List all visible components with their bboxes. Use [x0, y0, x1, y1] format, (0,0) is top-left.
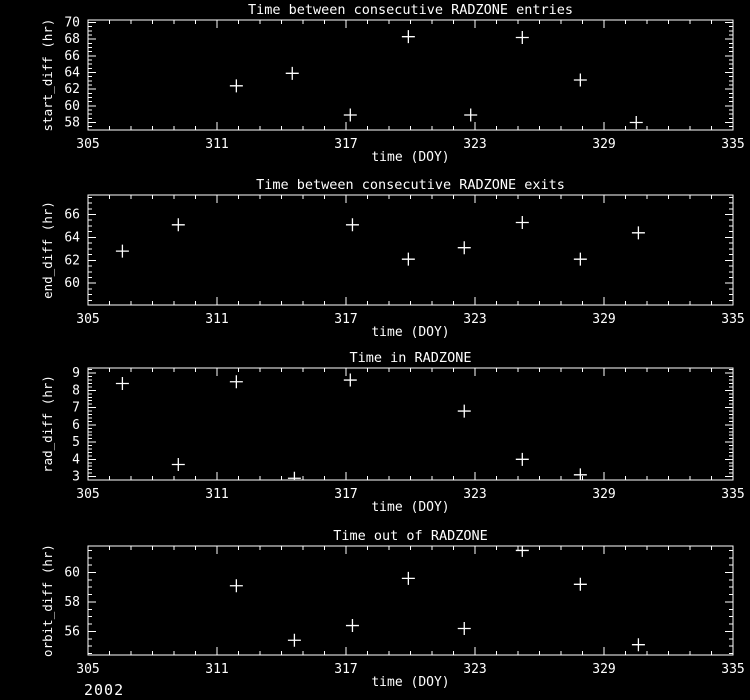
plus-marker: [172, 458, 185, 471]
x-tick-label: 323: [463, 312, 487, 327]
plus-marker: [402, 253, 415, 266]
plus-marker: [574, 578, 587, 591]
plus-marker: [632, 226, 645, 239]
plot-rad-diff-hr: [40, 350, 745, 515]
plot-box: [88, 546, 733, 655]
y-tick-label: 6: [72, 417, 80, 433]
data-points: [230, 30, 643, 129]
y-tick-label: 70: [64, 15, 80, 31]
y-tick-label: 58: [64, 115, 80, 131]
x-tick-label: 311: [205, 487, 229, 502]
x-tick-label: 329: [592, 487, 616, 502]
plus-marker: [630, 116, 643, 129]
plot-orbit-diff-hr: [40, 528, 745, 690]
x-tick-label: 329: [592, 662, 616, 677]
plus-marker: [516, 216, 529, 229]
x-tick-label: 305: [76, 487, 100, 502]
y-tick-label: 62: [64, 253, 80, 269]
plot-title: Time in RADZONE: [349, 350, 472, 366]
plot-box: [88, 195, 733, 305]
plus-marker: [230, 579, 243, 592]
y-tick-label: 8: [72, 383, 80, 399]
plot-start-diff-hr: [40, 2, 745, 165]
y-tick-label: 64: [64, 230, 80, 246]
y-tick-label: 9: [72, 366, 80, 382]
plus-marker: [516, 453, 529, 466]
x-tick-label: 317: [334, 487, 358, 502]
x-tick-label: 329: [592, 137, 616, 152]
x-axis-label: time (DOY): [371, 675, 450, 690]
plus-marker: [288, 634, 301, 647]
plus-marker: [574, 74, 587, 87]
y-tick-label: 60: [64, 98, 80, 114]
plus-marker: [458, 622, 471, 635]
x-tick-label: 329: [592, 312, 616, 327]
plus-marker: [346, 218, 359, 231]
plus-marker: [402, 572, 415, 585]
plus-marker: [230, 79, 243, 92]
y-axis-label: start_diff (hr): [40, 18, 55, 132]
plus-marker: [288, 472, 301, 485]
y-tick-label: 58: [64, 594, 80, 610]
plus-marker: [402, 30, 415, 43]
x-tick-label: 335: [721, 487, 745, 502]
x-tick-label: 323: [463, 487, 487, 502]
x-tick-label: 305: [76, 137, 100, 152]
y-tick-label: 60: [64, 565, 80, 581]
data-points: [116, 216, 645, 266]
x-tick-label: 311: [205, 137, 229, 152]
x-tick-label: 323: [463, 137, 487, 152]
x-tick-label: 305: [76, 312, 100, 327]
x-tick-label: 305: [76, 662, 100, 677]
plus-marker: [230, 375, 243, 388]
plus-marker: [458, 405, 471, 418]
plus-marker: [464, 109, 477, 122]
plus-marker: [346, 619, 359, 632]
y-tick-label: 66: [64, 207, 80, 223]
y-tick-label: 62: [64, 82, 80, 98]
plot-title: Time out of RADZONE: [333, 528, 488, 544]
plus-marker: [632, 638, 645, 651]
plot-title: Time between consecutive RADZONE exits: [256, 177, 565, 193]
x-tick-label: 335: [721, 662, 745, 677]
plus-marker: [286, 67, 299, 80]
year-label: 2002: [84, 681, 125, 699]
plus-marker: [574, 253, 587, 266]
x-tick-label: 317: [334, 662, 358, 677]
plot-end-diff-hr: [40, 177, 745, 340]
y-tick-label: 56: [64, 624, 80, 640]
x-tick-label: 311: [205, 662, 229, 677]
plus-marker: [458, 241, 471, 254]
x-axis-label: time (DOY): [371, 500, 450, 515]
y-axis-label: rad_diff (hr): [40, 375, 55, 473]
x-axis-label: time (DOY): [371, 325, 450, 340]
y-tick-label: 5: [72, 435, 80, 451]
y-axis-label: end_diff (hr): [40, 201, 55, 299]
x-tick-label: 317: [334, 137, 358, 152]
x-tick-label: 335: [721, 312, 745, 327]
x-tick-label: 335: [721, 137, 745, 152]
y-tick-label: 7: [72, 400, 80, 416]
y-tick-label: 4: [72, 452, 80, 468]
plot-box: [88, 368, 733, 480]
plot-title: Time between consecutive RADZONE entries: [247, 2, 574, 18]
plus-marker: [116, 245, 129, 258]
y-tick-label: 68: [64, 32, 80, 48]
x-axis-label: time (DOY): [371, 150, 450, 165]
y-tick-label: 3: [72, 469, 80, 485]
plus-marker: [516, 31, 529, 44]
data-points: [230, 544, 645, 651]
plus-marker: [172, 218, 185, 231]
x-tick-label: 311: [205, 312, 229, 327]
y-axis-label: orbit_diff (hr): [40, 544, 55, 657]
x-tick-label: 323: [463, 662, 487, 677]
y-tick-label: 66: [64, 48, 80, 64]
y-tick-label: 60: [64, 276, 80, 292]
x-tick-label: 317: [334, 312, 358, 327]
y-tick-label: 64: [64, 65, 80, 81]
plus-marker: [344, 109, 357, 122]
plus-marker: [574, 468, 587, 481]
data-points: [116, 374, 587, 485]
plus-marker: [116, 377, 129, 390]
